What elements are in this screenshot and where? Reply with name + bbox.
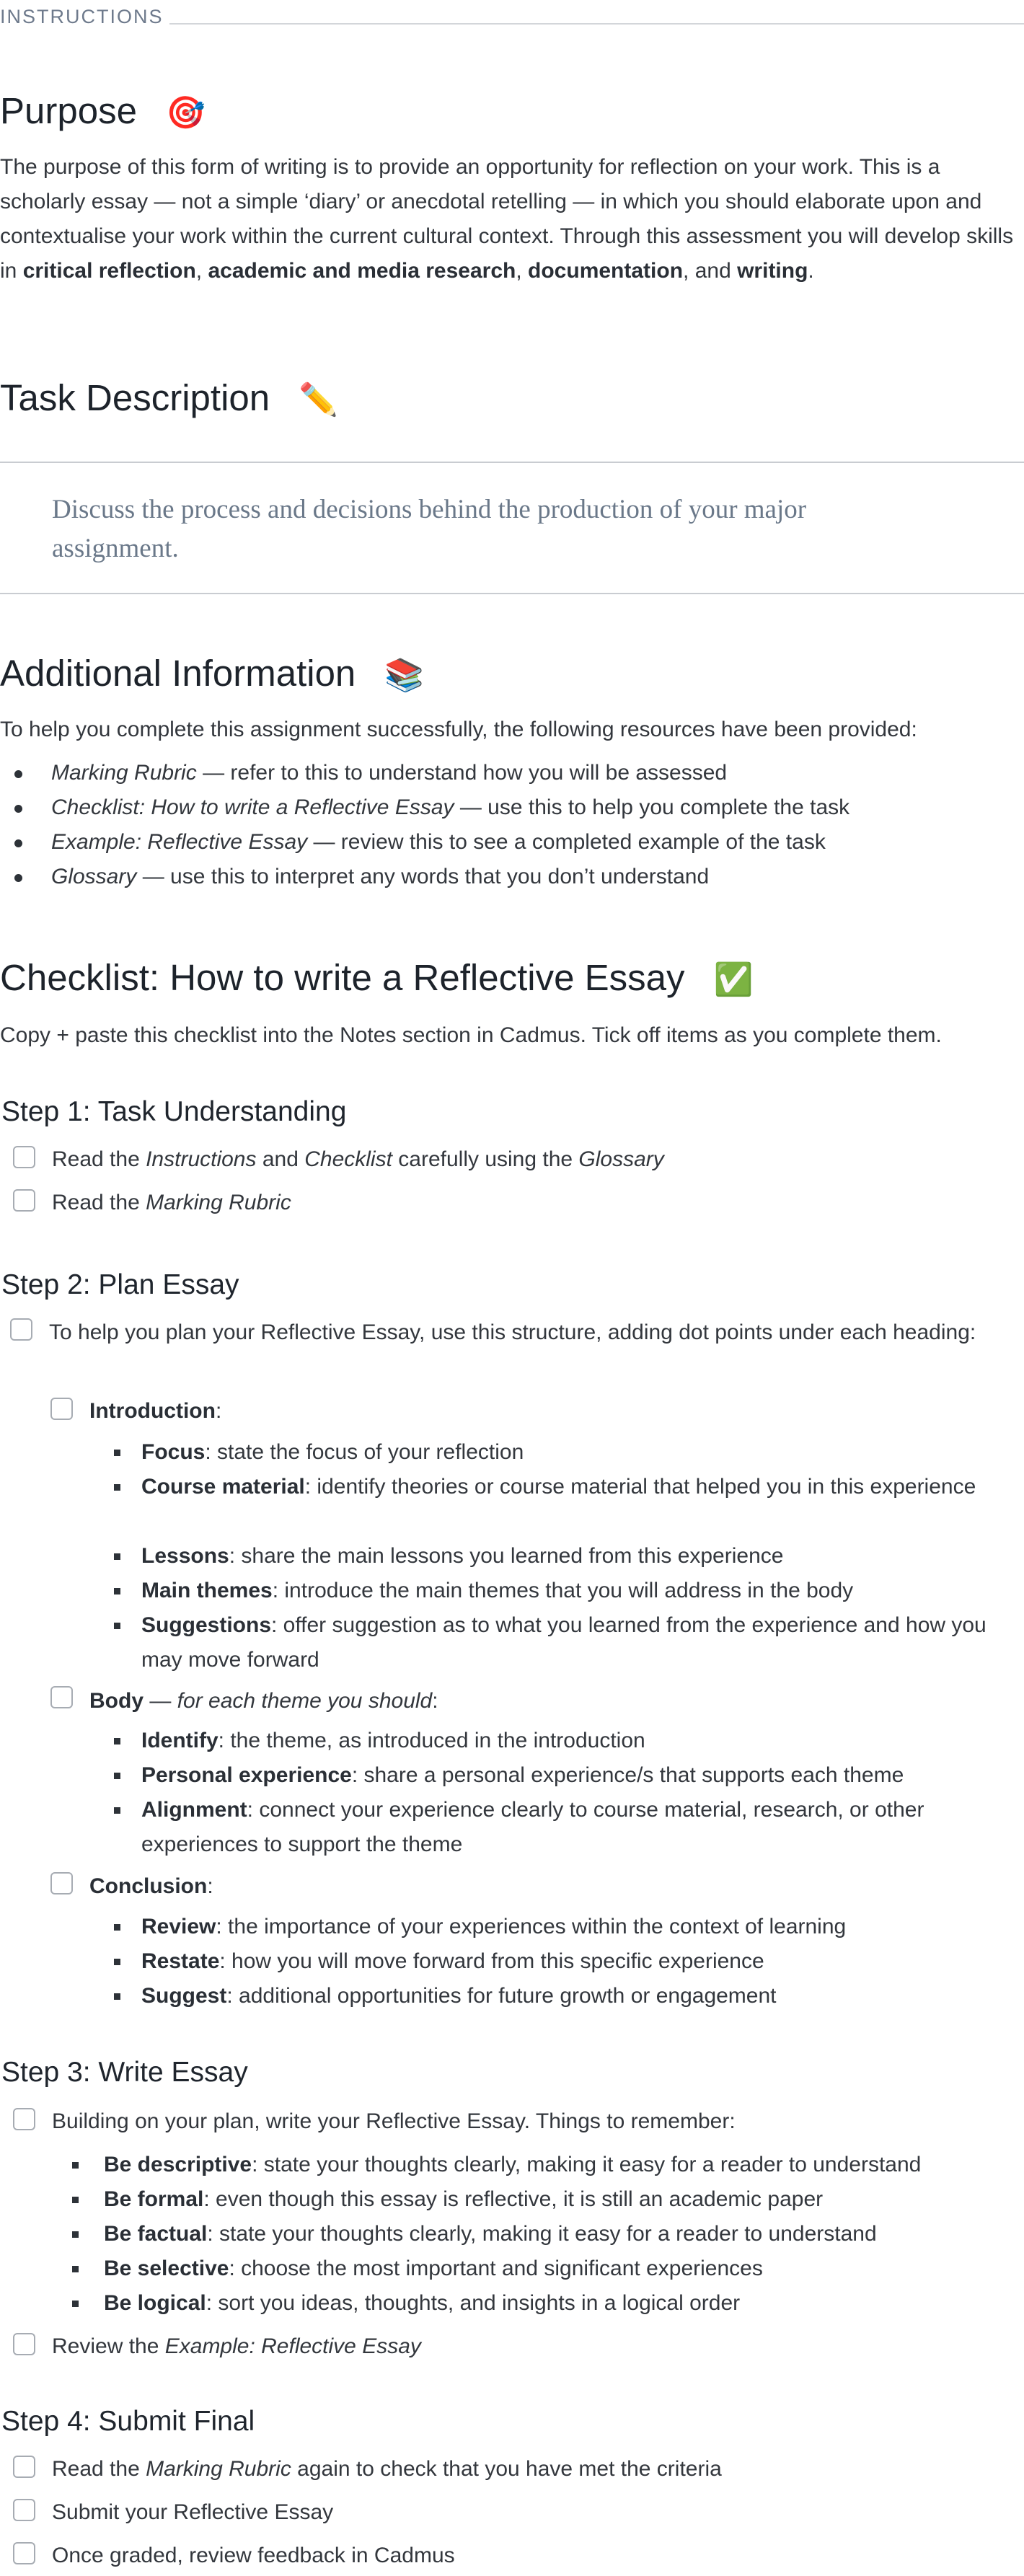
quote-bottom-rule: [0, 593, 1024, 594]
step3-item-main: Building on your plan, write your Reflective Essay. Things to remember:: [52, 2109, 736, 2133]
square-bullet: [72, 2266, 79, 2272]
skill-documentation: documentation: [528, 259, 684, 283]
body-item-identify: [141, 1724, 645, 1758]
text-em: for each theme you should: [177, 1689, 433, 1713]
step3-item-review: [52, 2329, 421, 2364]
step4-item-3: Once graded, review feedback in Cadmus: [52, 2544, 455, 2567]
square-bullet: [114, 1450, 120, 1456]
text-strong: Personal experience: [141, 1763, 352, 1787]
text-strong: Focus: [141, 1440, 206, 1464]
body-item-personal-experience: [141, 1758, 904, 1793]
step4-checkbox-1[interactable]: [13, 2456, 35, 2478]
text-strong: Introduction: [89, 1399, 216, 1423]
intro-item-focus: [141, 1435, 524, 1470]
text: : state the focus of your reflection: [205, 1440, 524, 1464]
intro-item-course-material: [141, 1470, 1007, 1504]
resource-item: [0, 756, 849, 790]
text: : identify theories or course material that helped you in this experience: [304, 1475, 976, 1499]
square-bullet: [72, 2162, 79, 2169]
step1-checkbox-1[interactable]: [13, 1146, 35, 1168]
square-bullet: [114, 1924, 120, 1931]
text: and: [256, 1147, 305, 1171]
resource-desc: — use this to interpret any words that you don’t understand: [136, 865, 710, 888]
body-checkbox[interactable]: [50, 1686, 73, 1708]
square-bullet: [114, 1623, 120, 1629]
resource-item: [0, 825, 849, 860]
text: —: [144, 1689, 177, 1713]
text: : the importance of your experiences within the context of learning: [216, 1915, 847, 1938]
purpose-separator: ,: [195, 259, 208, 283]
text: : share a personal experience/s that supports each theme: [351, 1763, 904, 1787]
purpose-text: The purpose of this form of writing is to provide an opportunity for reflection on your work. This is a scholarly essay — not a simple ‘diary’ or anecdotal retelling — in which you should elaborate upon and contextualise your work within the current cultural context. Through this assessment you will develop skills in: [0, 155, 1014, 283]
step2-checkbox-main[interactable]: [10, 1318, 32, 1341]
intro-item-suggestions: [141, 1608, 1007, 1677]
step3-checkbox-review[interactable]: [13, 2333, 35, 2355]
step4-item-1: [52, 2452, 722, 2487]
step4-heading: Step 4: Submit Final: [1, 2406, 255, 2437]
step1-heading: Step 1: Task Understanding: [1, 1096, 347, 1127]
text: : additional opportunities for future growth or engagement: [226, 1984, 777, 2008]
square-bullet: [114, 1807, 120, 1814]
write-tip-selective: [104, 2251, 763, 2286]
step1-checkbox-2[interactable]: [13, 1189, 35, 1212]
text-strong: Suggestions: [141, 1613, 272, 1637]
bullet: [14, 839, 22, 847]
text-strong: Conclusion: [89, 1874, 208, 1898]
text-strong: Lessons: [141, 1544, 229, 1568]
text: :: [432, 1689, 438, 1713]
square-bullet: [114, 1588, 120, 1594]
bullet: [14, 770, 22, 778]
step2-item-main: To help you plan your Reflective Essay, use this structure, adding dot points under each heading:: [49, 1320, 976, 1344]
write-tip-logical: [104, 2286, 740, 2321]
resource-name: Glossary: [51, 865, 137, 888]
conclusion-item-review: [141, 1910, 846, 1944]
text: : share the main lessons you learned from this experience: [229, 1544, 784, 1568]
text: carefully using the: [392, 1147, 579, 1171]
text: : state your thoughts clearly, making it easy for a reader to understand: [252, 2153, 922, 2176]
square-bullet: [114, 1773, 120, 1779]
resource-name: Marking Rubric: [51, 761, 197, 785]
step3-checkbox-main[interactable]: [13, 2108, 35, 2130]
text-strong: Course material: [141, 1475, 305, 1499]
conclusion-item-restate: [141, 1944, 764, 1979]
intro-checkbox[interactable]: [50, 1398, 73, 1420]
text: Review the: [52, 2334, 165, 2358]
text: Read the: [52, 1147, 146, 1171]
text-em: Checklist: [304, 1147, 392, 1171]
square-bullet: [114, 1993, 120, 2000]
intro-item-main-themes: [141, 1574, 853, 1608]
bullet: [14, 805, 22, 813]
square-bullet: [72, 2301, 79, 2307]
checklist-intro: Copy + paste this checklist into the Notes section in Cadmus. Tick off items as you complete them.: [0, 1023, 942, 1047]
resource-desc: — use this to help you complete the task: [454, 795, 850, 819]
write-tip-descriptive: [104, 2148, 921, 2182]
step4-checkbox-2[interactable]: [13, 2499, 35, 2521]
step4-checkbox-3[interactable]: [13, 2542, 35, 2564]
text-strong: Restate: [141, 1949, 220, 1973]
conclusion-item-suggest: [141, 1979, 777, 2013]
task-heading: [0, 379, 338, 416]
quote-top-rule: [0, 462, 1024, 463]
task-title: Task Description: [0, 377, 270, 418]
pencil-icon: ✏️: [299, 382, 338, 418]
square-bullet: [114, 1484, 120, 1491]
bullet: [14, 874, 22, 882]
write-tip-factual: [104, 2217, 877, 2251]
text: : connect your experience clearly to course material, research, or other experiences to support the theme: [141, 1798, 924, 1856]
body-item-alignment: [141, 1793, 1007, 1862]
additional-heading: [0, 655, 424, 692]
step2-heading: Step 2: Plan Essay: [1, 1269, 239, 1300]
instructions-label: INSTRUCTIONS: [0, 6, 164, 27]
square-bullet: [114, 1959, 120, 1965]
checklist-title: Checklist: How to write a Reflective Essay: [0, 957, 685, 998]
text-em: Instructions: [146, 1147, 257, 1171]
skill-writing: writing: [737, 259, 808, 283]
text-strong: Suggest: [141, 1984, 227, 2008]
text-strong: Be logical: [104, 2291, 206, 2315]
square-bullet: [114, 1553, 120, 1560]
text: : even though this essay is reflective, it is still an academic paper: [203, 2187, 824, 2211]
resource-name: Checklist: How to write a Reflective Essay: [51, 795, 454, 819]
additional-intro: To help you complete this assignment successfully, the following resources have been provided:: [0, 718, 917, 741]
header-divider: [169, 23, 1024, 25]
task-quote: Discuss the process and decisions behind the production of your major assignment.: [52, 495, 807, 563]
purpose-paragraph: [0, 150, 1023, 288]
text-strong: Main themes: [141, 1579, 273, 1602]
conclusion-label: [89, 1869, 213, 1904]
step1-item-2: [52, 1186, 291, 1220]
text-strong: Review: [141, 1915, 216, 1938]
text: Read the: [52, 1191, 146, 1214]
text-em: Marking Rubric: [146, 2457, 291, 2481]
text: : offer suggestion as to what you learned from the experience and how you may move forward: [141, 1613, 987, 1672]
text: : introduce the main themes that you will address in the body: [272, 1579, 854, 1602]
resource-list: [0, 756, 849, 894]
section-header: [0, 0, 1024, 35]
resource-item: [0, 860, 849, 894]
purpose-title: Purpose: [0, 90, 137, 131]
text-em: Example: Reflective Essay: [164, 2334, 421, 2358]
text: :: [215, 1399, 222, 1423]
additional-title: Additional Information: [0, 653, 356, 694]
square-bullet: [114, 1738, 120, 1744]
step1-item-1: [52, 1142, 664, 1177]
books-icon: 📚: [384, 658, 425, 693]
intro-label: [89, 1394, 221, 1429]
resource-item: [0, 790, 849, 825]
text: :: [207, 1874, 213, 1898]
square-bullet: [72, 2197, 79, 2203]
purpose-separator: , and: [683, 259, 738, 283]
text-strong: Alignment: [141, 1798, 247, 1822]
text-strong: Be formal: [104, 2187, 204, 2211]
resource-name: Example: Reflective Essay: [51, 830, 308, 854]
body-label: [89, 1684, 438, 1719]
check-mark-icon: ✅: [713, 962, 754, 997]
text: : state your thoughts clearly, making it easy for a reader to understand: [207, 2222, 877, 2246]
step4-item-2: Submit your Reflective Essay: [52, 2500, 334, 2524]
purpose-separator: ,: [516, 259, 529, 283]
step3-heading: Step 3: Write Essay: [1, 2057, 248, 2088]
text-strong: Be factual: [104, 2222, 208, 2246]
write-tip-formal: [104, 2182, 823, 2217]
purpose-heading: [0, 92, 206, 129]
text-strong: Be selective: [104, 2257, 229, 2280]
text: : choose the most important and significant experiences: [229, 2257, 763, 2280]
text-strong: Be descriptive: [104, 2153, 252, 2176]
text-strong: Body: [89, 1689, 144, 1713]
skill-critical-reflection: critical reflection: [22, 259, 196, 283]
text: : the theme, as introduced in the introduction: [218, 1729, 645, 1752]
checklist-heading: [0, 959, 753, 996]
square-bullet: [72, 2231, 79, 2238]
text-em: Marking Rubric: [146, 1191, 291, 1214]
target-icon: 🎯: [165, 95, 206, 131]
text: : how you will move forward from this specific experience: [219, 1949, 764, 1973]
purpose-end: .: [808, 259, 814, 283]
skill-research: academic and media research: [208, 259, 516, 283]
text: Read the: [52, 2457, 146, 2481]
text-em: Glossary: [578, 1147, 664, 1171]
text: : sort you ideas, thoughts, and insights in a logical order: [206, 2291, 741, 2315]
text-strong: Identify: [141, 1729, 219, 1752]
conclusion-checkbox[interactable]: [50, 1872, 73, 1894]
intro-item-lessons: [141, 1539, 783, 1574]
text: again to check that you have met the criteria: [291, 2457, 722, 2481]
resource-desc: — refer to this to understand how you will be assessed: [196, 761, 728, 785]
resource-desc: — review this to see a completed example of the task: [307, 830, 826, 854]
